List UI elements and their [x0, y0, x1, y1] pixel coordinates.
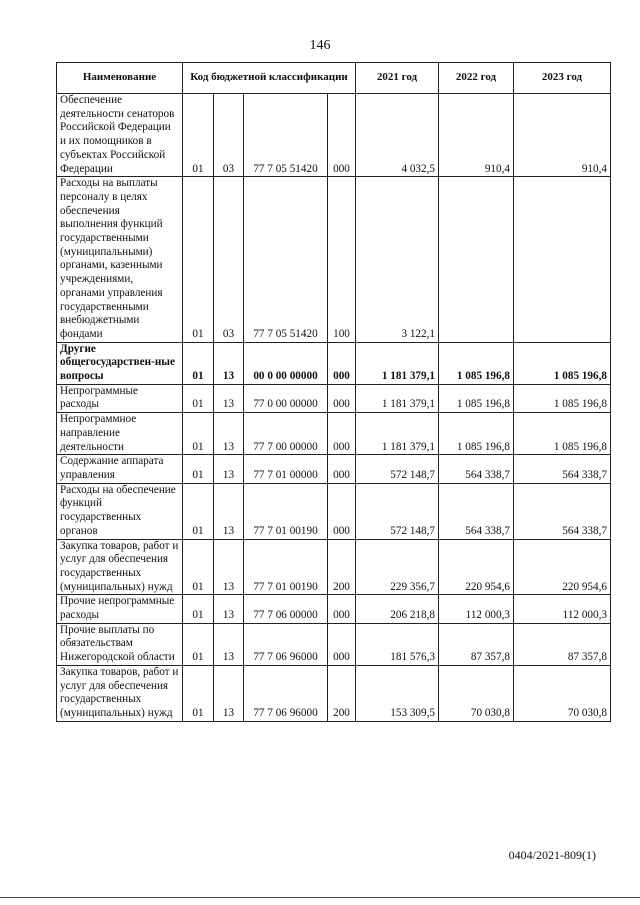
cell-vr: 000 — [328, 384, 356, 412]
cell-y2021: 572 148,7 — [356, 483, 439, 539]
cell-y2021: 181 576,3 — [356, 623, 439, 665]
cell-vr: 000 — [328, 94, 356, 177]
cell-y2021: 572 148,7 — [356, 455, 439, 483]
cell-vr: 200 — [328, 665, 356, 721]
cell-rz: 01 — [183, 665, 214, 721]
table-row — [57, 177, 611, 342]
cell-y2023: 564 338,7 — [514, 483, 611, 539]
cell-y2023: 910,4 — [514, 94, 611, 177]
cell-rz: 01 — [183, 595, 214, 623]
cell-y2022 — [439, 177, 514, 342]
cell-pr: 03 — [214, 94, 244, 177]
table-row — [57, 665, 611, 721]
cell-y2021: 1 181 379,1 — [356, 384, 439, 412]
header-row — [57, 63, 611, 94]
table-row — [57, 483, 611, 539]
cell-pr: 13 — [214, 413, 244, 455]
cell-name: Непрограммное направление деятельности — [57, 413, 183, 455]
cell-y2022: 1 085 196,8 — [439, 384, 514, 412]
cell-vr: 000 — [328, 413, 356, 455]
cell-y2021: 4 032,5 — [356, 94, 439, 177]
cell-y2023: 564 338,7 — [514, 455, 611, 483]
table-row — [57, 455, 611, 483]
cell-pr: 13 — [214, 623, 244, 665]
cell-pr: 13 — [214, 342, 244, 384]
cell-csr: 77 0 00 00000 — [244, 384, 328, 412]
cell-name: Содержание аппарата управления — [57, 455, 183, 483]
cell-name: Прочие непрограммные расходы — [57, 595, 183, 623]
cell-rz: 01 — [183, 342, 214, 384]
cell-vr: 000 — [328, 595, 356, 623]
header-name: Наименование — [57, 63, 183, 94]
cell-pr: 13 — [214, 455, 244, 483]
table-row — [57, 595, 611, 623]
cell-pr: 13 — [214, 384, 244, 412]
cell-name: Закупка товаров, работ и услуг для обеспечения государственных (муниципальных) нужд — [57, 665, 183, 721]
cell-y2023: 220 954,6 — [514, 539, 611, 595]
cell-pr: 13 — [214, 483, 244, 539]
cell-csr: 77 7 05 51420 — [244, 94, 328, 177]
cell-y2022: 564 338,7 — [439, 483, 514, 539]
bottom-rule — [0, 897, 640, 898]
cell-y2023: 1 085 196,8 — [514, 384, 611, 412]
cell-csr: 77 7 00 00000 — [244, 413, 328, 455]
cell-y2021: 206 218,8 — [356, 595, 439, 623]
header-2022: 2022 год — [439, 63, 514, 94]
cell-pr: 03 — [214, 177, 244, 342]
cell-rz: 01 — [183, 413, 214, 455]
page-number: 146 — [309, 38, 331, 53]
cell-vr: 200 — [328, 539, 356, 595]
cell-csr: 77 7 01 00000 — [244, 455, 328, 483]
cell-rz: 01 — [183, 539, 214, 595]
cell-csr: 77 7 01 00190 — [244, 483, 328, 539]
cell-vr: 000 — [328, 455, 356, 483]
cell-y2021: 229 356,7 — [356, 539, 439, 595]
table-row — [57, 413, 611, 455]
cell-y2023: 112 000,3 — [514, 595, 611, 623]
cell-y2023: 1 085 196,8 — [514, 413, 611, 455]
cell-rz: 01 — [183, 623, 214, 665]
cell-name: Расходы на выплаты персоналу в целях обеспечения выполнения функций государственными (муниципальными) органами, казенными учреждениями, органами управления государственными внебюджетными фондами — [57, 177, 183, 342]
cell-y2023: 87 357,8 — [514, 623, 611, 665]
table-row — [57, 384, 611, 412]
cell-name: Закупка товаров, работ и услуг для обеспечения государственных (муниципальных) нужд — [57, 539, 183, 595]
table-row — [57, 623, 611, 665]
cell-name: Расходы на обеспечение функций государственных органов — [57, 483, 183, 539]
cell-y2022: 70 030,8 — [439, 665, 514, 721]
cell-pr: 13 — [214, 539, 244, 595]
cell-csr: 77 7 06 96000 — [244, 665, 328, 721]
cell-y2021: 3 122,1 — [356, 177, 439, 342]
cell-y2023 — [514, 177, 611, 342]
cell-rz: 01 — [183, 94, 214, 177]
table-body — [57, 94, 611, 722]
cell-y2022: 1 085 196,8 — [439, 413, 514, 455]
table-row — [57, 94, 611, 177]
cell-csr: 77 7 06 00000 — [244, 595, 328, 623]
cell-name: Прочие выплаты по обязательствам Нижегородской области — [57, 623, 183, 665]
cell-name: Обеспечение деятельности сенаторов Российской Федерации и их помощников в субъектах Российской Федерации — [57, 94, 183, 177]
cell-y2021: 153 309,5 — [356, 665, 439, 721]
cell-name: Другие общегосударствен-ные вопросы — [57, 342, 183, 384]
cell-rz: 01 — [183, 483, 214, 539]
cell-vr: 100 — [328, 177, 356, 342]
document-code: 0404/2021-809(1) — [508, 848, 596, 862]
header-code: Код бюджетной классификации — [183, 63, 356, 94]
cell-vr: 000 — [328, 342, 356, 384]
header-2021: 2021 год — [356, 63, 439, 94]
table-row — [57, 342, 611, 384]
cell-pr: 13 — [214, 595, 244, 623]
cell-rz: 01 — [183, 455, 214, 483]
cell-csr: 77 7 06 96000 — [244, 623, 328, 665]
cell-rz: 01 — [183, 384, 214, 412]
cell-rz: 01 — [183, 177, 214, 342]
cell-y2022: 564 338,7 — [439, 455, 514, 483]
cell-csr: 77 7 01 00190 — [244, 539, 328, 595]
table-row — [57, 539, 611, 595]
cell-y2023: 1 085 196,8 — [514, 342, 611, 384]
cell-vr: 000 — [328, 483, 356, 539]
cell-y2022: 220 954,6 — [439, 539, 514, 595]
cell-csr: 77 7 05 51420 — [244, 177, 328, 342]
cell-vr: 000 — [328, 623, 356, 665]
cell-y2022: 112 000,3 — [439, 595, 514, 623]
header-2023: 2023 год — [514, 63, 611, 94]
cell-pr: 13 — [214, 665, 244, 721]
cell-y2022: 910,4 — [439, 94, 514, 177]
budget-table — [56, 62, 611, 722]
cell-y2023: 70 030,8 — [514, 665, 611, 721]
cell-name: Непрограммные расходы — [57, 384, 183, 412]
cell-y2021: 1 181 379,1 — [356, 342, 439, 384]
cell-csr: 00 0 00 00000 — [244, 342, 328, 384]
cell-y2021: 1 181 379,1 — [356, 413, 439, 455]
cell-y2022: 1 085 196,8 — [439, 342, 514, 384]
cell-y2022: 87 357,8 — [439, 623, 514, 665]
